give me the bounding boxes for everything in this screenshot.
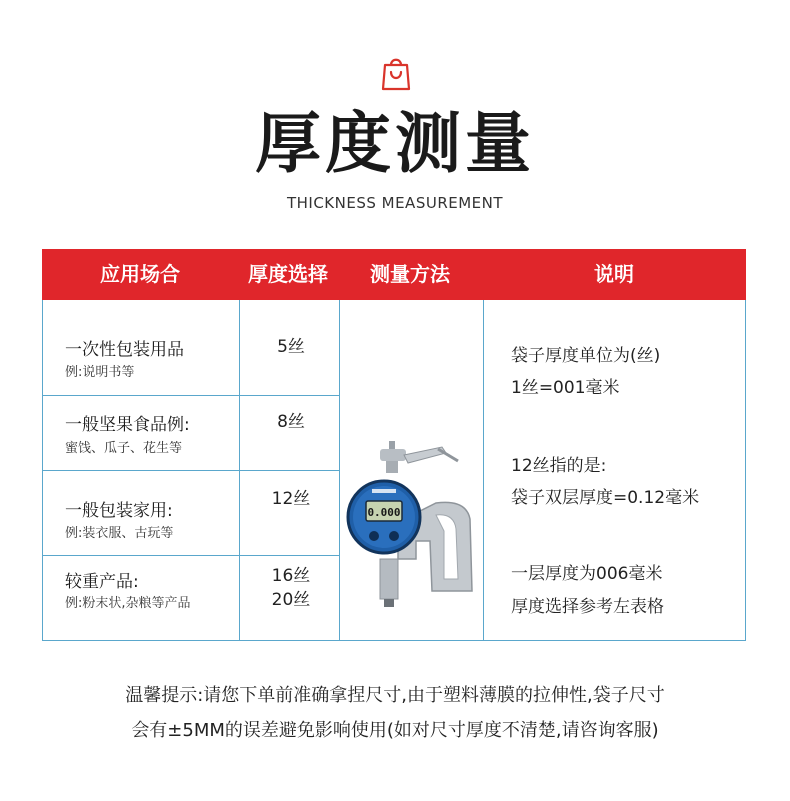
shopping-bag-icon xyxy=(380,55,412,91)
row-use: 一次性包装用品 xyxy=(65,340,184,360)
page-subtitle: THICKNESS MEASUREMENT xyxy=(286,194,504,212)
row-divider xyxy=(43,555,339,556)
header-method: 测量方法 xyxy=(370,262,450,286)
header-description: 说明 xyxy=(594,262,634,286)
page-title: 厚度测量 xyxy=(255,104,535,182)
row-use: 一般包装家用: xyxy=(65,501,173,521)
row-example: 例:说明书等 xyxy=(65,365,135,380)
row-divider xyxy=(43,470,339,471)
table-header xyxy=(42,249,746,300)
note-line: 12丝指的是: xyxy=(511,456,607,476)
row-thickness: 12丝 xyxy=(271,489,311,509)
note-line: 袋子双层厚度=0.12毫米 xyxy=(511,488,700,508)
header-thickness: 厚度选择 xyxy=(248,262,328,286)
header-application: 应用场合 xyxy=(100,262,180,286)
row-divider xyxy=(43,395,339,396)
row-example: 例:装衣服、古玩等 xyxy=(65,526,174,541)
note-line: 1丝=001毫米 xyxy=(511,378,620,398)
note-line: 一层厚度为006毫米 xyxy=(511,564,663,584)
row-thickness: 16丝 20丝 xyxy=(271,566,311,610)
row-thickness: 5丝 xyxy=(277,337,305,357)
footer-tip-line2: 会有±5MM的误差避免影响使用(如对尺寸厚度不清楚,请咨询客服) xyxy=(131,720,659,741)
row-thickness: 8丝 xyxy=(277,412,305,432)
row-example: 例:粉末状,杂粮等产品 xyxy=(65,596,191,611)
thickness-table xyxy=(42,249,746,641)
row-use: 较重产品: xyxy=(65,572,139,592)
thickness-gauge-image xyxy=(346,441,496,611)
row-use: 一般坚果食品例: xyxy=(65,415,190,435)
row-example: 蜜饯、瓜子、花生等 xyxy=(65,441,183,456)
note-line: 厚度选择参考左表格 xyxy=(511,597,664,617)
footer-tip-line1: 温馨提示:请您下单前准确拿捏尺寸,由于塑料薄膜的拉伸性,袋子尺寸 xyxy=(125,685,665,706)
table-body xyxy=(42,300,746,641)
note-line: 袋子厚度单位为(丝) xyxy=(511,346,661,366)
gauge-display-value: 0.000 xyxy=(367,506,401,519)
